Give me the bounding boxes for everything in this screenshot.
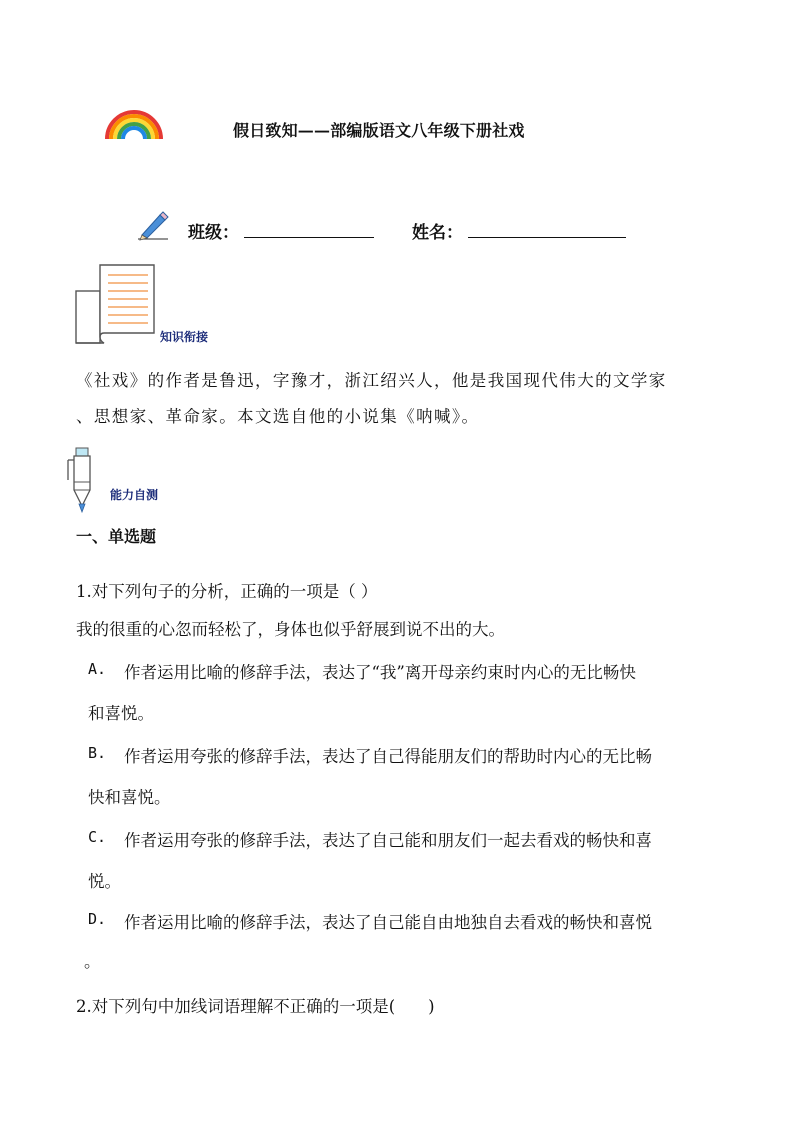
knowledge-line-2: 、思想家、革命家。本文选自他的小说集《呐喊》。 <box>76 407 480 426</box>
option-d-line-2: 。 <box>84 952 101 971</box>
name-field[interactable] <box>468 237 626 238</box>
ability-section-label: 能力自测 <box>110 488 159 502</box>
knowledge-section-label: 知识衔接 <box>160 330 209 344</box>
document-scroll-icon <box>74 263 158 345</box>
page-title: 假日致知——部编版语文八年级下册社戏 <box>233 121 525 140</box>
option-d-letter: D. <box>88 910 107 928</box>
question-1-stem: 1.对下列句子的分析，正确的一项是（ ） <box>76 582 378 601</box>
option-b-letter: B. <box>88 744 107 762</box>
option-c-letter: C. <box>88 828 107 846</box>
question-1-sentence: 我的很重的心忽而轻松了，身体也似乎舒展到说不出的大。 <box>76 620 505 639</box>
class-label: 班级： <box>188 223 239 243</box>
knowledge-line-1: 《社戏》的作者是鲁迅，字豫才，浙江绍兴人，他是我国现代伟大的文学家 <box>76 371 667 390</box>
question-2-stem: 2.对下列句中加线词语理解不正确的一项是( ) <box>76 997 435 1016</box>
class-field[interactable] <box>244 237 374 238</box>
pencil-icon <box>136 208 170 242</box>
name-label: 姓名： <box>412 223 463 243</box>
option-b-line-2: 快和喜悦。 <box>88 788 171 807</box>
section-heading: 一、单选题 <box>76 527 157 546</box>
pen-icon <box>66 446 100 514</box>
option-a-line-1: 作者运用比喻的修辞手法，表达了“我”离开母亲约束时内心的无比畅快 <box>124 663 636 682</box>
option-a-line-2: 和喜悦。 <box>88 704 154 723</box>
option-a-letter: A. <box>88 660 107 678</box>
rainbow-icon <box>104 108 164 140</box>
option-b-line-1: 作者运用夸张的修辞手法，表达了自己得能朋友们的帮助时内心的无比畅 <box>124 747 652 766</box>
option-c-line-2: 悦。 <box>88 872 121 891</box>
option-c-line-1: 作者运用夸张的修辞手法，表达了自己能和朋友们一起去看戏的畅快和喜 <box>124 831 652 850</box>
option-d-line-1: 作者运用比喻的修辞手法，表达了自己能自由地独自去看戏的畅快和喜悦 <box>124 913 652 932</box>
